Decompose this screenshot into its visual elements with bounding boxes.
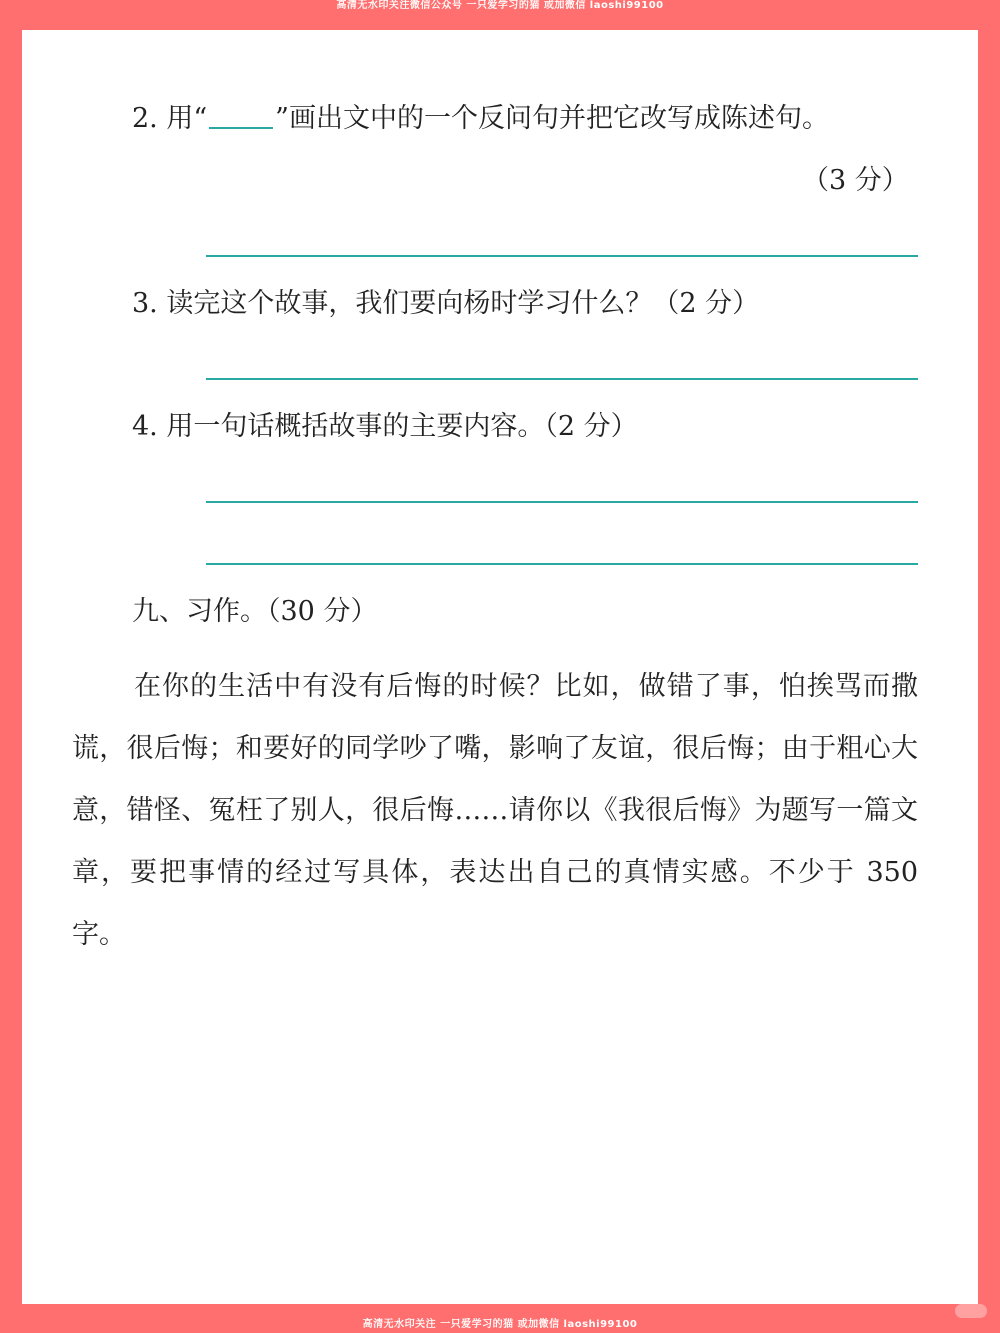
- answer-line-q2[interactable]: [206, 255, 918, 257]
- question-2-score: （3 分）: [802, 165, 909, 196]
- question-2: [132, 101, 829, 137]
- answer-line-q4-2[interactable]: [206, 563, 918, 565]
- question-4: 4. 用一句话概括故事的主要内容。（2 分）: [132, 411, 638, 442]
- question-3: 3. 读完这个故事，我们要向杨时学习什么？（2 分）: [132, 288, 760, 319]
- answer-line-q4-1[interactable]: [206, 501, 918, 503]
- answer-line-q3[interactable]: [206, 378, 918, 380]
- worksheet-page: [22, 30, 978, 1304]
- question-2-suffix: ”画出文中的一个反问句并把它改写成陈述句。: [275, 103, 829, 134]
- composition-prompt: 在你的生活中有没有后悔的时候？比如，做错了事，怕挨骂而撒谎，很后悔；和要好的同学吵了嘴，影响了友谊，很后悔；由于粗心大意，错怪、冤枉了别人，很后悔……请你以《我很后悔》为题写一篇文章，要把事情的经过写具体，表达出自己的真情实感。不少于 350 字。: [72, 671, 918, 950]
- watermark-top: 高清无水印关注微信公众号 一只爱学习的猫 或加微信 laoshi99100: [336, 0, 664, 11]
- question-2-prefix: 2. 用“: [132, 103, 208, 134]
- inline-blank: [209, 111, 273, 129]
- corner-badge: [955, 1304, 987, 1318]
- section-9-heading: 九、习作。（30 分）: [132, 596, 378, 627]
- watermark-bottom: 高清无水印关注 一只爱学习的猫 或加微信 laoshi99100: [362, 1319, 638, 1330]
